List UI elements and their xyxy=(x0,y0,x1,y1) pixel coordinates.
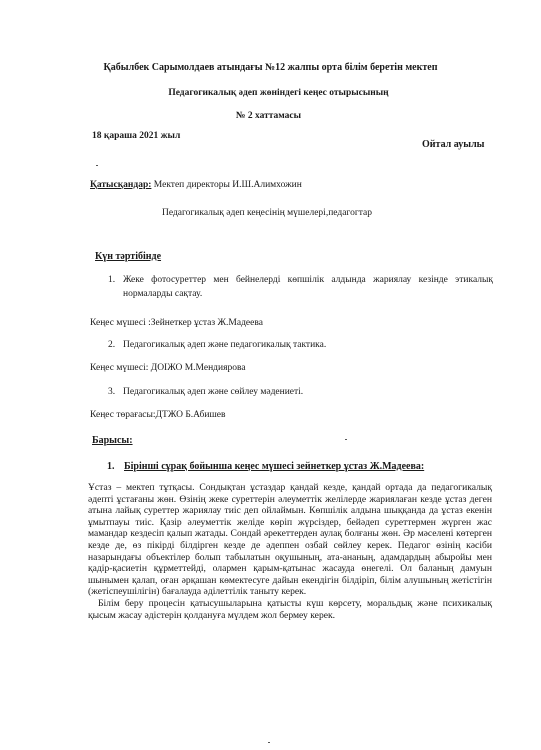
proceedings-paragraph-2: Білім беру процесін қатысушыларына қатысты күш көрсету, моральдық және психикалық қысым жасау әдістерін қолдануға мүлдем жол бермеу керек. xyxy=(88,597,492,621)
document-date: 18 қараша 2021 жыл xyxy=(92,131,181,141)
agenda-item-1-line-2: нормаларды сақтау. xyxy=(123,289,203,299)
scan-speck xyxy=(345,439,347,440)
agenda-item-3-text: Педагогикалық әдеп және сөйлеу мәдениеті. xyxy=(123,387,304,397)
agenda-speaker-1: Кеңес мүшесі :Зейнеткер ұстаз Ж.Мадеева xyxy=(90,318,263,328)
agenda-item-3-number: 3. xyxy=(108,387,116,397)
agenda-item-1-number: 1. xyxy=(108,275,116,285)
proceedings-item-number: 1. xyxy=(107,461,115,472)
proceedings-item-text: Бірінші сұрақ бойынша кеңес мүшесі зейнеткер ұстаз Ж.Мадеева: xyxy=(124,461,425,472)
proceedings-body xyxy=(88,482,492,621)
agenda-speaker-3: Кеңес төрағасы:ДТЖО Б.Абишев xyxy=(90,410,226,420)
participants-director: Мектеп директоры И.Ш.Алимхожин xyxy=(151,180,302,190)
proceedings-heading: Барысы: xyxy=(92,435,133,446)
participants-members: Педагогикалық әдеп кеңесінің мүшелері,педагогтар xyxy=(162,208,372,218)
scan-speck xyxy=(96,165,98,166)
proceedings-item-title xyxy=(124,461,424,472)
agenda-item-2-text: Педагогикалық әдеп және педагогикалық тактика. xyxy=(123,340,327,350)
proceedings-paragraph-1: Ұстаз – мектеп тұтқасы. Сондықтан ұстаздар қандай кезде, қандай ортада да педагогикалық әдепті ұстағаны жөн. Өзінің жеке суреттерін әлеуметтік желілерде жариялаған кезде ұстаз деген атына лайық суреттер жариялау тиіс деп ойлаймын. Көпшілік алдына шыққанда да ұстаз екенін ұмытпауы тиіс. Қазір әлеуметтік желіде көріп жүрсіздер, бейәдеп суреттермен жүрген жас мамандар кездесіп қалып жатады. Сондай әрекеттерден аулақ болғаны жөн. Әр мәселені көтерген кезде де, өз пікірді білдірген кезде де әдеппен озбай сөйлеу керек. Педагог өзінің кәсіби назарындағы объектілер болып табылатын оқушының, ата-ананың, адамдардың абыройы мен қадір-қасиетін құрметтейді, олармен қарым-қатынас жасауда өнегелі. Ол баланың дамуын шынымен қалап, оған әрқашан көмектесуге дайын екендігін білдіріп, білім алушының жетістігін (жетіспеушілігін) бағалауда әділеттілік таныту керек. xyxy=(88,482,492,598)
agenda-heading: Күн тәртібінде xyxy=(95,251,162,262)
agenda-item-1-line-1: Жеке фотосуреттер мен бейнелерді көпшілік алдында жариялау кезінде этикалық xyxy=(123,275,493,285)
agenda-item-2-number: 2. xyxy=(108,340,116,350)
scan-speck xyxy=(268,742,270,743)
participants-line xyxy=(90,180,302,190)
council-heading: Педагогикалық әдеп жөніндегі кеңес отырысының xyxy=(168,88,389,98)
document-place: Ойтал ауылы xyxy=(422,139,485,150)
participants-label: Қатысқандар: xyxy=(90,180,152,190)
agenda-speaker-2: Кеңес мүшесі: ДОІЖО М.Мендиярова xyxy=(90,363,246,373)
protocol-number-heading: № 2 хаттамасы xyxy=(235,111,302,121)
school-name-heading: Қабылбек Сарымолдаев атындағы №12 жалпы орта білім беретін мектеп xyxy=(103,62,438,73)
